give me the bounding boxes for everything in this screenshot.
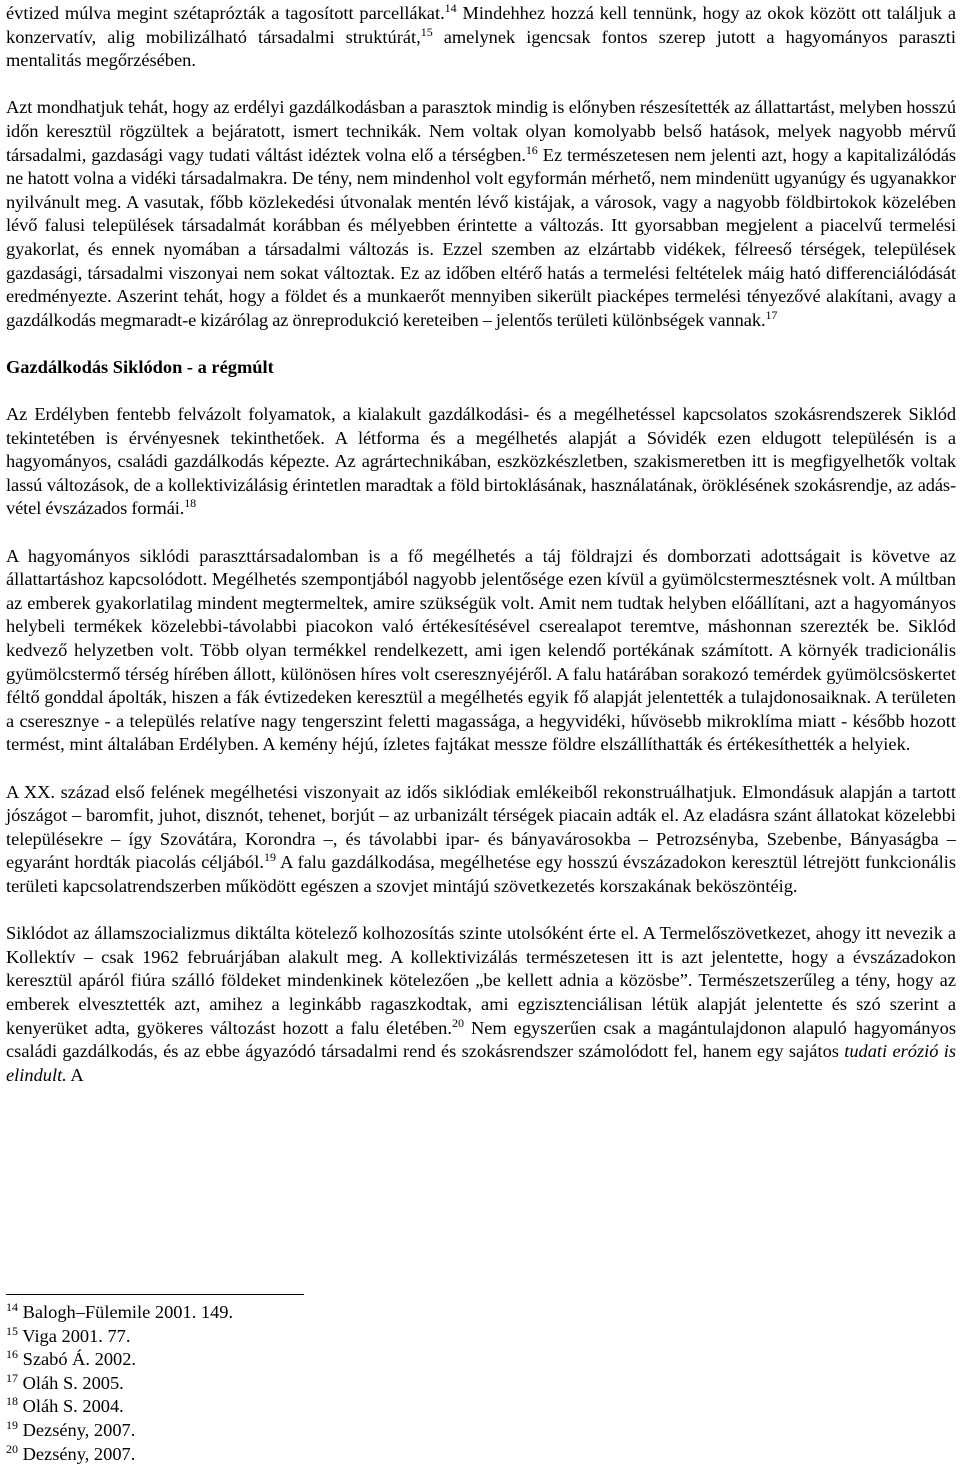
footnote-15 [6, 1325, 606, 1349]
footnote-text: Oláh S. 2005. [22, 1372, 124, 1393]
footnote-ref-15[interactable]: 15 [420, 24, 433, 39]
footnotes-section [6, 1294, 606, 1466]
paragraph-text: Az Erdélyben fentebb felvázolt folyamatok, a kialakult gazdálkodási- és a megélhetéssel kapcsolatos szokásrendszerek Siklód tekintetében is érvényesnek tekinthetőek. A létforma és a megélhetés alapját a Sóvidék ezen eldugott településén is a hagyományos, családi gazdálkodás képezte. Az agrártechnikában, eszközkészletben, szakismeretben itt is megfigyelhetők voltak lassú változások, de a kollektivizálásig érintetlen maradtak a föld birtoklásának, használatának, öröklésének szokásrendje, az adás-vétel évszázados formái. [6, 404, 956, 519]
paragraph-text: A XX. század első felének megélhetési viszonyait az idős siklódiak emlékeiből rekonstruálhatjuk. Elmondásuk alapján a tartott jószágot – baromfit, juhot, disznót, tehenet, borjút – az urbanizált térségek piacain adták el. Az eladásra szánt állatokat közelebbi településekre – így Szovátára, Korondra –, és távolabbi ipar- és bányavárosokba – Petrozsényba, Szebenbe, Bányaságba – egyaránt hordták piacolás céljából. [6, 781, 956, 873]
paragraph-collectivization [6, 922, 956, 1087]
footnote-ref-20[interactable]: 20 [451, 1015, 464, 1030]
footnote-19 [6, 1419, 606, 1443]
paragraph-farming-forms [6, 403, 956, 521]
paragraph-text: Nem egyszerűen csak a magántulajdonon alapuló hagyományos családi gazdálkodás, és az ebbe ágyazódó társadalmi rend és szokásrendszer számolódott fel, hanem egy sajátos [6, 1017, 956, 1062]
paragraph-text: A [66, 1064, 84, 1085]
footnote-17 [6, 1372, 606, 1396]
paragraph-20th-century [6, 781, 956, 899]
footnote-text: Balogh–Fülemile 2001. 149. [22, 1302, 234, 1322]
italic-phrase: tudati erózió is elindult. [6, 1041, 956, 1085]
footnote-ref-16[interactable]: 16 [525, 142, 538, 157]
footnote-number: 16 [6, 1347, 18, 1362]
footnote-separator [6, 1294, 304, 1295]
footnote-text: Oláh S. 2004. [22, 1396, 124, 1417]
footnote-number: 14 [6, 1300, 18, 1314]
section-heading: Gazdálkodás Siklódon - a régmúlt [6, 356, 274, 377]
paragraph-text: Azt mondhatjuk tehát, hogy az erdélyi gazdálkodásban a parasztok mindig is előnyben részesítették az állattartást, melyben hosszú időn keresztül rögzültek a bejáratott, ismert technikák. Nem voltak olyan komolyabb belső hatások, melyek nagyobb mérvű társadalmi, gazdasági vagy tudati váltást idéztek volna elő a térségben. [6, 97, 956, 165]
footnote-number: 18 [6, 1394, 18, 1409]
paragraph-continued [6, 2, 956, 73]
footnote-ref-14[interactable]: 14 [444, 1, 457, 15]
paragraph-text: A hagyományos siklódi paraszttársadalomban is a fő megélhetés a táj földrajzi és domborzati adottságait is követve az állattartáshoz kapcsolódott. Megélhetés szempontjából nagyobb jelentősége ezen kívül a gyümölcstermesztésnek volt. A múltban az emberek gyakorlatilag mindent megtermeltek, amire szükségük volt. Amit nem tudtak helyben előállítani, azt a hagyományos helybeli termékek közelebbi-távolabbi piacokon való értékesítésével cserealapot teremtve, máshonnan szerezték be. Siklód kedvező helyzetben volt. Több olyan termékkel rendelkezett, ami igen kelendő portékának számított. A környék tradicionális gyümölcstermő térség hírében állott, különösen híres volt cseresznyéjéről. A falu határában sorakozó temérdek gyümölcsöskertet féltő gonddal ápolták, hiszen a fák évtizedeken keresztül a megélhetés egyik fő alapját jelentették a tulajdonosaiknak. A területen a cseresznye - a település relatíve nagy tengerszint feletti magassága, a hegyvidéki, hűvösebb mikroklíma miatt - később hozott termést, mint általában Erdélyben. A kemény héjú, ízletes fajtákat messze földre elszállíthatták és értékesíthették a helyiek. [6, 545, 956, 755]
footnote-18 [6, 1395, 606, 1419]
footnote-ref-19[interactable]: 19 [263, 850, 276, 865]
footnote-14 [6, 1301, 606, 1325]
paragraph-text: Ez természetesen nem jelenti azt, hogy a kapitalizálódás ne hatott volna a vidéki társadalmakra. De tény, nem mindenhol volt egyformán mérhető, nem mindenütt ugyanúgy és ugyanakkor nyilvánult meg. A vasutak, főbb közlekedési útvonalak mentén lévő kistájak, a városok, vagy a nagyobb földbirtokok közelében lévő falusi települések társadalmát korábban és mélyebben érintette a változás. Itt gyorsabban megjelent a piacelvű termelési gyakorlat, és ennek nyomában a társadalmi változás is. Ezzel szemben az elzártabb vidékek, félreeső térségek, települések gazdasági, társadalmi viszonyai nem sokat változtak. Ez az időben eltérő hatás a termelési feltételek máig ható differenciálódását eredményezte. Aszerint tehát, hogy a földet és a munkaerőt mennyiben sikerült piacképes termelési tényezővé alakítani, avagy a gazdálkodás megmaradt-e kizárólag az önreprodukció kereteiben – jelentős területi különbségek vannak. [6, 144, 956, 330]
footnote-text: Viga 2001. 77. [22, 1325, 131, 1346]
footnote-number: 17 [6, 1370, 18, 1385]
footnote-text: Szabó Á. 2002. [22, 1349, 137, 1370]
document-page [6, 2, 956, 1087]
footnote-20 [6, 1443, 606, 1467]
paragraph-text: évtized múlva megint szétaprózták a tagosított parcellákat. [6, 3, 445, 23]
paragraph-animal-husbandry [6, 96, 956, 332]
paragraph-fruit-growing [6, 545, 956, 757]
footnote-16 [6, 1348, 606, 1372]
footnote-number: 15 [6, 1323, 18, 1338]
footnote-text: Dezsény, 2007. [22, 1419, 136, 1440]
footnote-ref-17[interactable]: 17 [765, 307, 778, 322]
footnote-number: 19 [6, 1417, 18, 1432]
paragraph-text: amelynek igencsak fontos szerep jutott a hagyományos paraszti mentalitás megőrzésében. [6, 26, 956, 71]
paragraph-text: A falu gazdálkodása, megélhetése egy hosszú évszázadokon keresztül létrejött funkcionális területi kapcsolatrendszerben működött egészen a szovjet mintájú szövetkezetés korszakának beköszöntéig. [6, 852, 956, 896]
paragraph-text: Siklódot az államszocializmus diktálta kötelező kolhozosítás szinte utolsóként érte el. A Termelőszövetkezet, ahogy itt nevezik a Kollektív – csak 1962 februárjában alakult meg. A kollektivizálás természetesen itt is azt jelentette, hogy a évszázadokon keresztül apáról fiúra szálló földeket mindenkinek kötelezően „be kellett adnia a közösbe”. Természetszerűleg a tény, hogy az emberek elvesztették azt, amihez a leginkább ragaszkodtak, ami egzisztenciálisan létük alapját jelentette és szó szerint a kenyerüket adta, gyökeres változást hozott a falu életében. [6, 923, 956, 1038]
footnote-number: 20 [6, 1441, 18, 1456]
paragraph-text: Mindehhez hozzá kell tennünk, hogy az okok között ott találjuk a konzervatív, alig mobilizálható társadalmi struktúrát, [6, 3, 956, 47]
footnote-text: Dezsény, 2007. [22, 1443, 136, 1464]
footnote-ref-18[interactable]: 18 [184, 496, 197, 511]
